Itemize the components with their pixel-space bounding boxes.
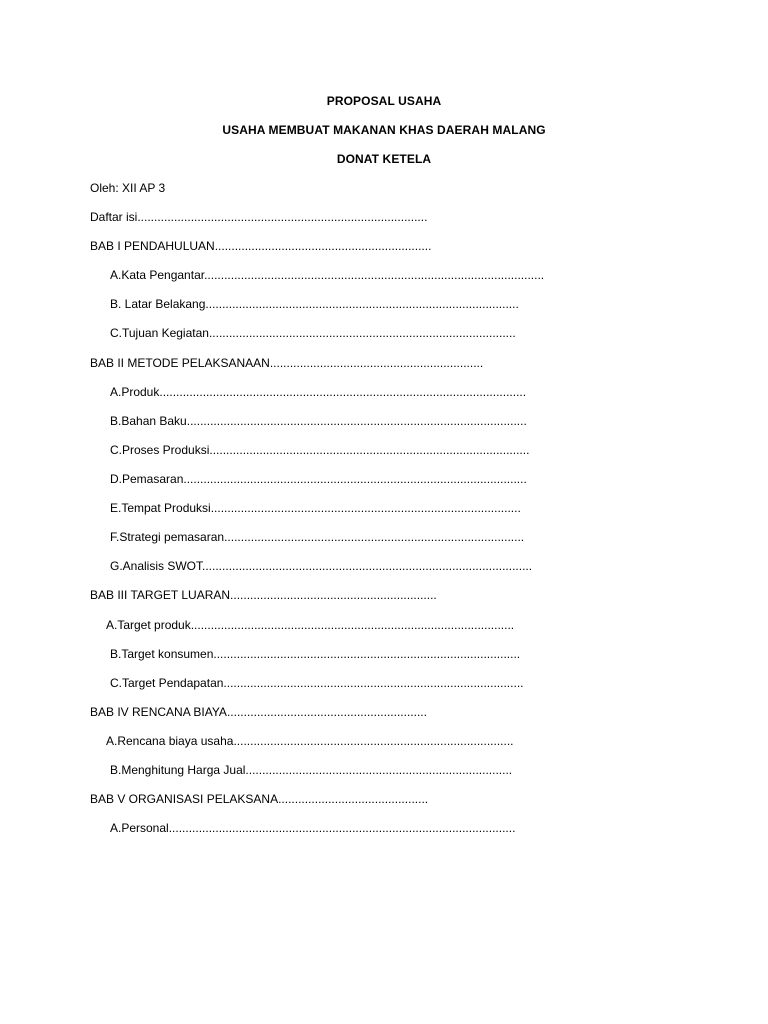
toc-entry-text: D.Pemasaran: [110, 472, 184, 486]
toc-entry: [110, 820, 515, 836]
toc-entry: [110, 413, 527, 429]
toc-entry-dots: ............................................................................................: [213, 647, 521, 661]
toc-entry: [90, 791, 428, 807]
toc-entry: [110, 384, 526, 400]
toc-entry-dots: ..........................................................................................: [224, 530, 525, 544]
toc-entry: [110, 500, 521, 516]
toc-entry: [110, 325, 516, 341]
toc-entry-dots: ..............................................................................................: [205, 297, 519, 311]
product-name: DONAT KETELA: [336, 152, 432, 166]
toc-entry: [110, 267, 544, 283]
toc-entry-text: A.Personal: [110, 821, 169, 835]
toc-entry-dots: .................................................................: [214, 239, 432, 253]
toc-entry: [90, 209, 427, 225]
toc-entry: [90, 587, 437, 603]
toc-entry-dots: ................................................................................................: [209, 443, 530, 457]
toc-entry: [110, 442, 529, 458]
toc-entry: [90, 704, 427, 720]
toc-entry-text: B. Latar Belakang: [110, 297, 206, 311]
document-subtitle: USAHA MEMBUAT MAKANAN KHAS DAERAH MALANG: [222, 123, 546, 137]
toc-entry-text: F.Strategi pemasaran: [110, 530, 225, 544]
toc-entry-dots: ....................................................................................: [233, 734, 514, 748]
toc-entry: [90, 238, 431, 254]
toc-entry-dots: ...................................................................................................: [202, 559, 533, 573]
toc-entry: [110, 296, 519, 312]
toc-entry-dots: .................................................................................................: [190, 618, 515, 632]
toc-entry-dots: ............................................................................................: [208, 326, 516, 340]
toc-entry-text: A.Produk: [110, 385, 160, 399]
toc-entry: [110, 646, 520, 662]
author-line: Oleh: XII AP 3: [90, 181, 166, 195]
toc-entry-dots: ........................................................................................................: [168, 821, 516, 835]
toc-entry-dots: ......................................................................................................: [204, 268, 545, 282]
toc-entry-text: C.Target Pendapatan: [110, 676, 224, 690]
toc-entry-dots: .............................................: [278, 792, 429, 806]
toc-entry-text: C.Proses Produksi: [110, 443, 210, 457]
toc-entry-text: E.Tempat Produksi: [110, 501, 211, 515]
document-title: PROPOSAL USAHA: [326, 94, 442, 108]
toc-entry-dots: ............................................................: [226, 705, 427, 719]
toc-entry: [110, 558, 532, 574]
toc-entry-text: BAB V ORGANISASI PELAKSANA: [90, 792, 279, 806]
toc-entry: [106, 733, 514, 749]
toc-entry-text: BAB II METODE PELAKSANAAN: [90, 356, 270, 370]
toc-entry-text: B.Target konsumen: [110, 647, 214, 661]
toc-entry-text: G.Analisis SWOT: [110, 559, 203, 573]
toc-entry-dots: ..........................................................................................: [223, 676, 524, 690]
toc-entry-text: BAB IV RENCANA BIAYA: [90, 705, 227, 719]
toc-entry-dots: ..............................................................: [230, 588, 437, 602]
toc-entry: [106, 617, 514, 633]
toc-entry: [110, 471, 527, 487]
toc-entry-text: BAB I PENDAHULUAN: [90, 239, 215, 253]
toc-entry-text: BAB III TARGET LUARAN: [90, 588, 231, 602]
toc-entry-text: B.Bahan Baku: [110, 414, 187, 428]
toc-entry-dots: ......................................................................................................: [186, 414, 527, 428]
toc-entry-dots: ................................................................................: [245, 763, 513, 777]
toc-entry-dots: .............................................................................................: [210, 501, 521, 515]
toc-entry: [90, 355, 483, 371]
toc-entry: [110, 675, 523, 691]
toc-entry-dots: ................................................................: [269, 356, 484, 370]
toc-entry: [110, 529, 524, 545]
toc-entry-text: Daftar isi: [90, 210, 138, 224]
toc-entry-text: A.Kata Pengantar: [110, 268, 205, 282]
toc-entry-dots: .......................................................................................................: [183, 472, 527, 486]
toc-entry-dots: ..............................................................................................................: [159, 385, 527, 399]
toc-entry-dots: .......................................................................................: [137, 210, 428, 224]
toc-entry-text: B.Menghitung Harga Jual: [110, 763, 246, 777]
toc-entry-text: A.Target produk: [106, 618, 191, 632]
toc-entry-text: C.Tujuan Kegiatan: [110, 326, 209, 340]
toc-entry-text: A.Rencana biaya usaha: [106, 734, 234, 748]
toc-entry: [110, 762, 512, 778]
